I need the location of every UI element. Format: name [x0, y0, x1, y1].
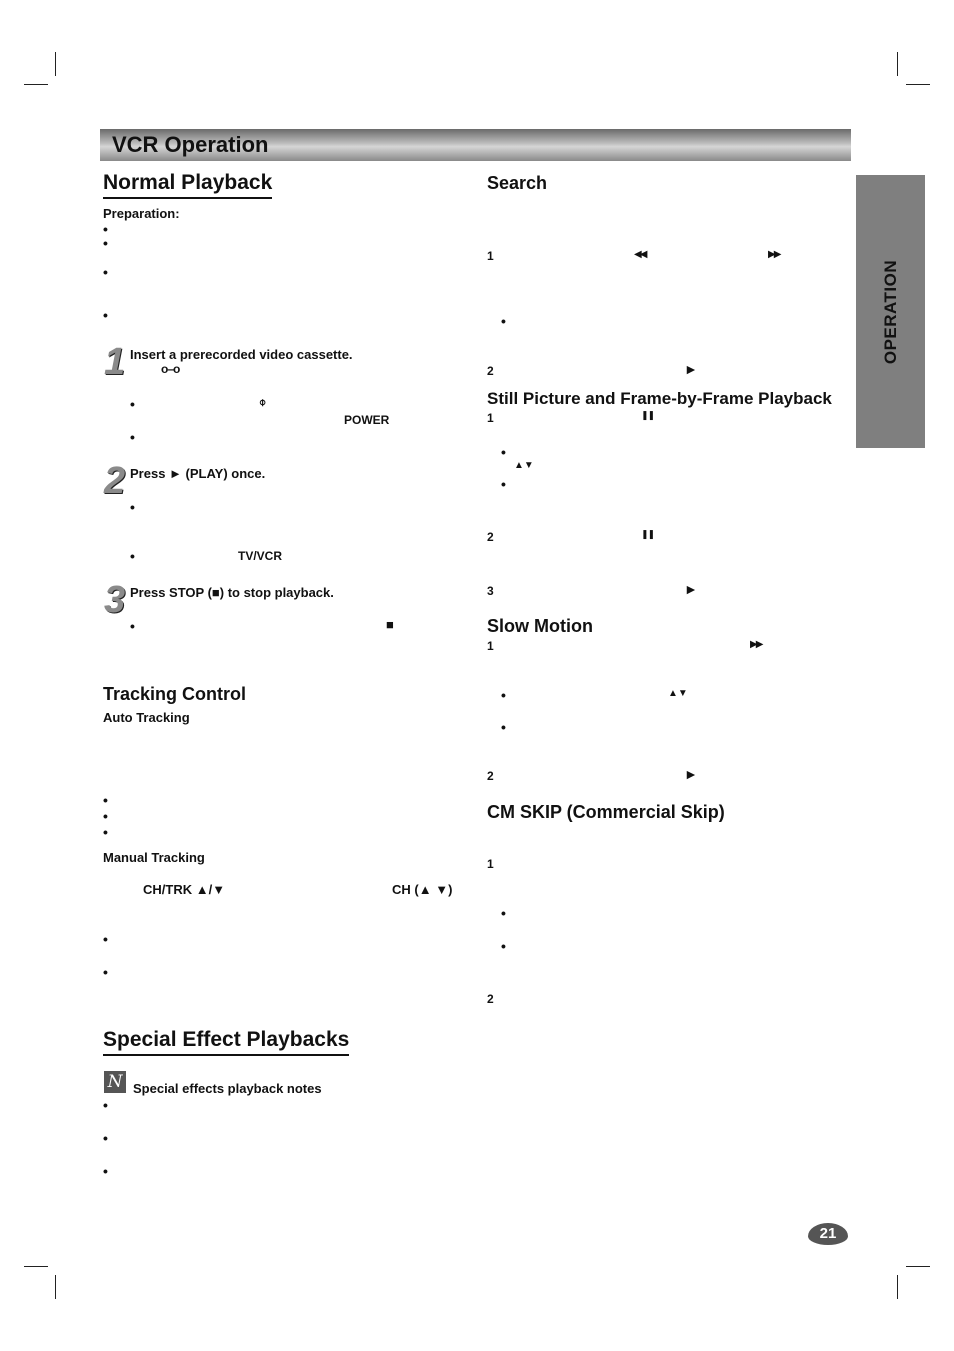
fast-forward-icon: ▶▶ [768, 249, 780, 260]
rewind-icon: ◀◀ [634, 249, 646, 260]
step2-text: Press ► (PLAY) once. [130, 466, 266, 481]
bullet: • [103, 264, 108, 280]
bullet: • [501, 444, 506, 460]
slow-motion-heading: Slow Motion [487, 616, 593, 636]
play-icon: ► [684, 361, 698, 377]
power-icon: ⌽ [259, 395, 267, 409]
step-number: 1 [487, 639, 494, 653]
bullet: • [501, 313, 506, 329]
bullet: • [103, 235, 108, 251]
step-number-3: 3 [104, 579, 126, 621]
fast-forward-icon: ▶▶ [750, 639, 762, 650]
step3-text: Press STOP (■) to stop playback. [130, 585, 334, 600]
step-number: 1 [487, 411, 494, 425]
page-number-badge: 21 [808, 1223, 848, 1245]
auto-tracking-label: Auto Tracking [103, 710, 190, 725]
step-number: 3 [487, 584, 494, 598]
step1-text: Insert a prerecorded video cassette. [130, 347, 353, 362]
crop-mark [906, 84, 930, 85]
power-label: POWER [344, 413, 390, 427]
bullet: • [130, 618, 135, 634]
step-number-2: 2 [104, 460, 126, 502]
bullet: • [501, 905, 506, 921]
bullet: • [501, 687, 506, 703]
note-icon: N [104, 1071, 126, 1093]
pause-icon: ❚❚ [641, 529, 655, 539]
step-number: 1 [487, 249, 494, 263]
play-icon: ► [684, 766, 698, 782]
section-banner [100, 129, 851, 161]
bullet: • [130, 499, 135, 515]
preparation-label: Preparation: [103, 206, 180, 221]
bullet: • [103, 824, 108, 840]
chtrk-label: CH/TRK ▲/▼ [143, 882, 226, 897]
step-number: 2 [487, 530, 494, 544]
pause-icon: ❚❚ [641, 410, 655, 420]
step-number: 2 [487, 992, 494, 1006]
manual-tracking-label: Manual Tracking [103, 850, 205, 865]
stop-icon: ■ [386, 617, 394, 632]
bullet: • [103, 1097, 108, 1113]
crop-mark [55, 52, 56, 76]
step-number: 2 [487, 769, 494, 783]
ch-label: CH (▲ ▼) [392, 882, 453, 897]
side-tab-label: OPERATION [880, 259, 900, 364]
cm-skip-heading: CM SKIP (Commercial Skip) [487, 802, 725, 822]
bullet: • [103, 1130, 108, 1146]
crop-mark [906, 1266, 930, 1267]
bullet: • [103, 808, 108, 824]
side-tab [856, 175, 925, 448]
bullet: • [103, 931, 108, 947]
special-effects-heading: Special Effect Playbacks [103, 1028, 349, 1056]
normal-playback-heading: Normal Playback [103, 171, 272, 199]
bullet: • [103, 964, 108, 980]
up-down-icon: ▲▼ [514, 460, 534, 471]
tvvcr-label: TV/VCR [238, 549, 283, 563]
tracking-control-heading: Tracking Control [103, 684, 247, 704]
play-icon: ► [684, 581, 698, 597]
up-down-icon: ▲▼ [668, 688, 688, 699]
crop-mark [55, 1275, 56, 1299]
bullet: • [130, 396, 135, 412]
crop-mark [24, 84, 48, 85]
bullet: • [103, 1163, 108, 1179]
search-heading: Search [487, 173, 548, 193]
bullet: • [501, 938, 506, 954]
bullet: • [501, 719, 506, 735]
bullet: • [103, 307, 108, 323]
page-title: VCR Operation [112, 132, 269, 157]
special-notes-title: Special effects playback notes [133, 1081, 322, 1096]
bullet: • [130, 429, 135, 445]
crop-mark [897, 52, 898, 76]
bullet: • [130, 548, 135, 564]
step-number: 2 [487, 364, 494, 378]
cassette-icon: o–o [161, 362, 180, 376]
bullet: • [501, 476, 506, 492]
step-number-1: 1 [104, 341, 126, 383]
step-number: 1 [487, 857, 494, 871]
still-picture-heading: Still Picture and Frame-by-Frame Playback [487, 389, 832, 408]
bullet: • [103, 792, 108, 808]
bullet: • [103, 221, 108, 237]
crop-mark [24, 1266, 48, 1267]
crop-mark [897, 1275, 898, 1299]
